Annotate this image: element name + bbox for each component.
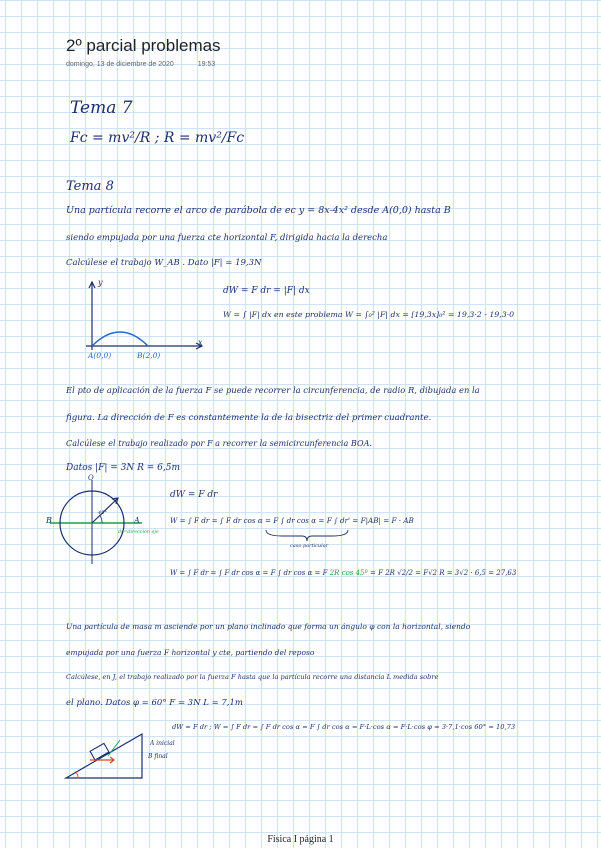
p2-eq2: W = ∫ F dr = ∫ F dr cos α = F ∫ dr cos α = F ∫ dr' = F|AB| = F · AB — [170, 516, 414, 525]
p1-eq1: dW = F dr = |F| dx — [223, 286, 310, 296]
p3-line3: Calcúlese, en J, el trabajo realizado por la fuerza F hasta que la partícula recorre una distancia L medida sobre — [66, 673, 439, 681]
p3-label-initial: A inicial — [150, 740, 175, 747]
p1-axis-y-label: y — [98, 278, 103, 287]
p1-line3: Calcúlese el trabajo W_AB . Dato |F| = 19,3N — [66, 258, 262, 268]
p2-brace-note: caso particular — [290, 543, 329, 549]
circle-diagram — [44, 478, 174, 564]
page-footer: Física I página 1 — [267, 834, 334, 845]
p1-point-a: A(0,0) — [88, 351, 112, 360]
p3-line2: empujada por una fuerza F horizontal y cte, partiendo del reposo — [66, 648, 315, 657]
p1-point-b: B(2,0) — [137, 351, 161, 360]
p2-eq1: dW = F dr — [170, 490, 218, 500]
tema8-heading: Tema 8 — [66, 179, 114, 194]
p2-eq3 — [170, 569, 516, 577]
p2-label-angle: 45° — [98, 510, 107, 516]
date-line — [66, 61, 237, 68]
page-date: domingo, 13 de diciembre de 2020 — [66, 61, 174, 68]
p1-axis-x-label: x — [198, 338, 203, 347]
tema7-formula: Fc = mv²/R ; R = mv²/Fc — [70, 130, 245, 146]
p2-label-b: B — [46, 516, 52, 525]
parabola-diagram — [80, 278, 210, 358]
p2-eq3-part-a: W = ∫ F dr = ∫ F dr cos α = F ∫ dr cos α = F — [170, 569, 328, 577]
p3-line1: Una partícula de masa m asciende por un plano inclinado que forma un ángulo φ con la horizontal, siendo — [66, 622, 471, 631]
page-title: 2º parcial problemas — [66, 36, 221, 55]
p3-label-final: B final — [148, 753, 168, 760]
p3-line4: el plano. Datos φ = 60° F = 3N L = 7,1m — [66, 698, 243, 708]
p1-line1: Una partícula recorre el arco de parábola de ec y = 8x-4x² desde A(0,0) hasta B — [66, 205, 451, 216]
p2-label-o: O — [88, 474, 94, 482]
p2-datos: Datos |F| = 3N R = 6,5m — [66, 463, 181, 473]
p2-eq3-green: 2R cos 45º — [329, 569, 368, 577]
p2-line1: El pto de aplicación de la fuerza F se puede recorrer la circunferencia, de radio R, dibujada en la — [66, 385, 480, 395]
p2-label-green: dr=dirección eje — [118, 530, 159, 535]
tema7-heading: Tema 7 — [70, 98, 133, 118]
incline-diagram — [60, 730, 150, 782]
p2-line3: Calcúlese el trabajo realizado por F a recorrer la semicircunferencia BOA. — [66, 438, 373, 448]
p3-eq: dW = F dr ; W = ∫ F dr = ∫ F dr cos α = F ∫ dr cos α = F·L·cos α = F·L·cos φ = 3·7,1·cos 60° = 10,73 — [172, 723, 516, 731]
p1-line2: siendo empujada por una fuerza cte horizontal F, dirigida hacia la derecha — [66, 233, 388, 243]
p2-label-a: A — [134, 516, 140, 525]
page-time: 19:53 — [197, 61, 216, 68]
p2-eq3-part-b: = F 2R √2/2 = F√2 R = 3√2 · 6,5 = 27,63 — [370, 569, 517, 577]
p1-eq2: W = ∫ |F| dx en este problema W = ∫₀² |F| dx = [19,3x]₀² = 19,3·2 - 19,3·0 — [223, 310, 515, 319]
brace-underline — [262, 528, 352, 542]
p2-line2: figura. La dirección de F es constantemente la de la bisectriz del primer cuadrante. — [66, 413, 432, 423]
